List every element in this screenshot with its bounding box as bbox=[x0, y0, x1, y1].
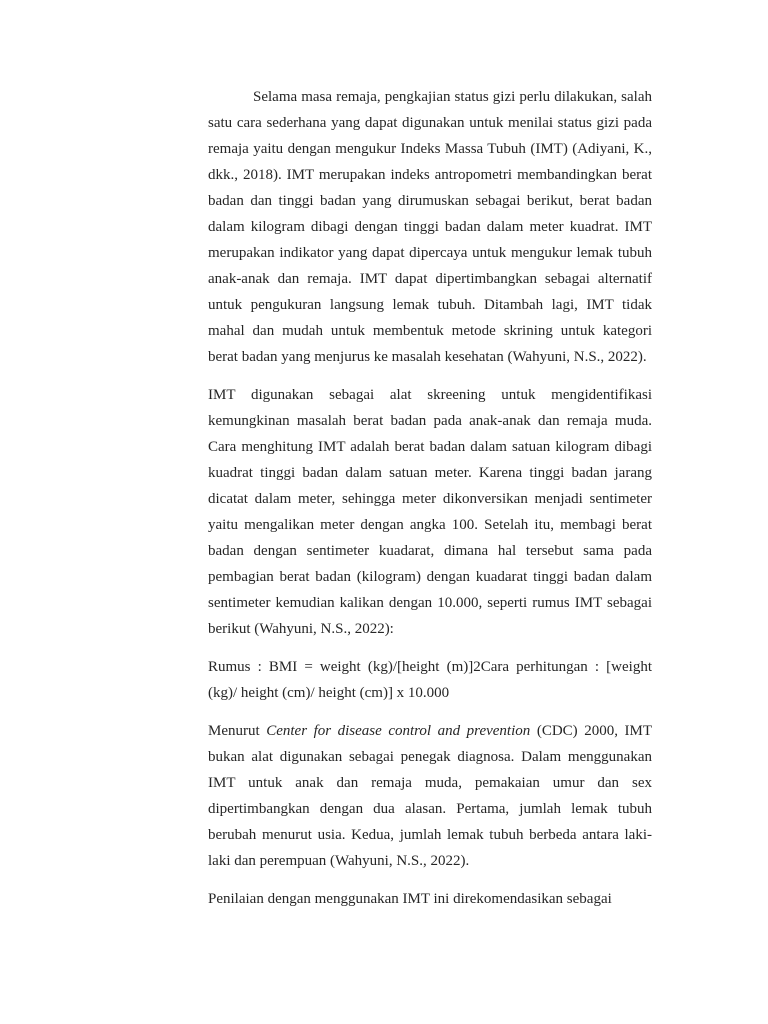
paragraph-cdc-guidance bbox=[208, 718, 652, 874]
paragraph-imt-screening: IMT digunakan sebagai alat skreening untuk mengidentifikasi kemungkinan masalah berat badan pada anak-anak dan remaja muda. Cara menghitung IMT adalah berat badan dalam satuan kilogram dibagi kuadrat tinggi badan dalam satuan meter. Karena tinggi badan jarang dicatat dalam meter, sehingga meter dikonversikan menjadi sentimeter yaitu mengalikan meter dengan angka 100. Setelah itu, membagi berat badan dengan sentimeter kuadarat, dimana hal tersebut sama pada pembagian berat badan (kilogram) dengan kuadarat tinggi badan dalam sentimeter kemudian kalikan dengan 10.000, seperti rumus IMT sebagai berikut (Wahyuni, N.S., 2022): bbox=[208, 387, 652, 637]
cdc-full-name: Center for disease control and prevention bbox=[266, 723, 531, 739]
paragraph-imt-introduction: Selama masa remaja, pengkajian status gizi perlu dilakukan, salah satu cara sederhana yang dapat digunakan untuk menilai status gizi pada remaja yaitu dengan mengukur Indeks Massa Tubuh (IMT) (Adiyani, K., dkk., 2018). IMT merupakan indeks antropometri membandingkan berat badan dan tinggi badan yang dirumuskan sebagai berikut, berat badan dalam kilogram dibagi dengan tinggi badan dalam meter kuadrat. IMT merupakan indikator yang dapat dipercaya untuk mengukur lemak tubuh anak-anak dan remaja. IMT dapat dipertimbangkan sebagai alternatif untuk pengukuran langsung lemak tubuh. Ditambah lagi, IMT tidak mahal dan mudah untuk membentuk metode skrining untuk kategori berat badan yang menjurus ke masalah kesehatan (Wahyuni, N.S., 2022). bbox=[208, 89, 652, 365]
paragraph-imt-recommendation: Penilaian dengan menggunakan IMT ini direkomendasikan sebagai bbox=[208, 891, 612, 907]
document-body bbox=[208, 84, 652, 924]
paragraph-bmi-formula: Rumus : BMI = weight (kg)/[height (m)]2Cara perhitungan : [weight (kg)/ height (cm)/ height (cm)] x 10.000 bbox=[208, 659, 652, 701]
cdc-paragraph-prefix: Menurut bbox=[208, 723, 267, 739]
cdc-paragraph-body: (CDC) 2000, IMT bukan alat digunakan sebagai penegak diagnosa. Dalam menggunakan IMT untuk anak dan remaja muda, pemakaian umur dan sex dipertimbangkan dengan dua alasan. Pertama, jumlah lemak tubuh berubah menurut usia. Kedua, jumlah lemak tubuh berbeda antara laki-laki dan perempuan (Wahyuni, N.S., 2022). bbox=[208, 723, 652, 869]
